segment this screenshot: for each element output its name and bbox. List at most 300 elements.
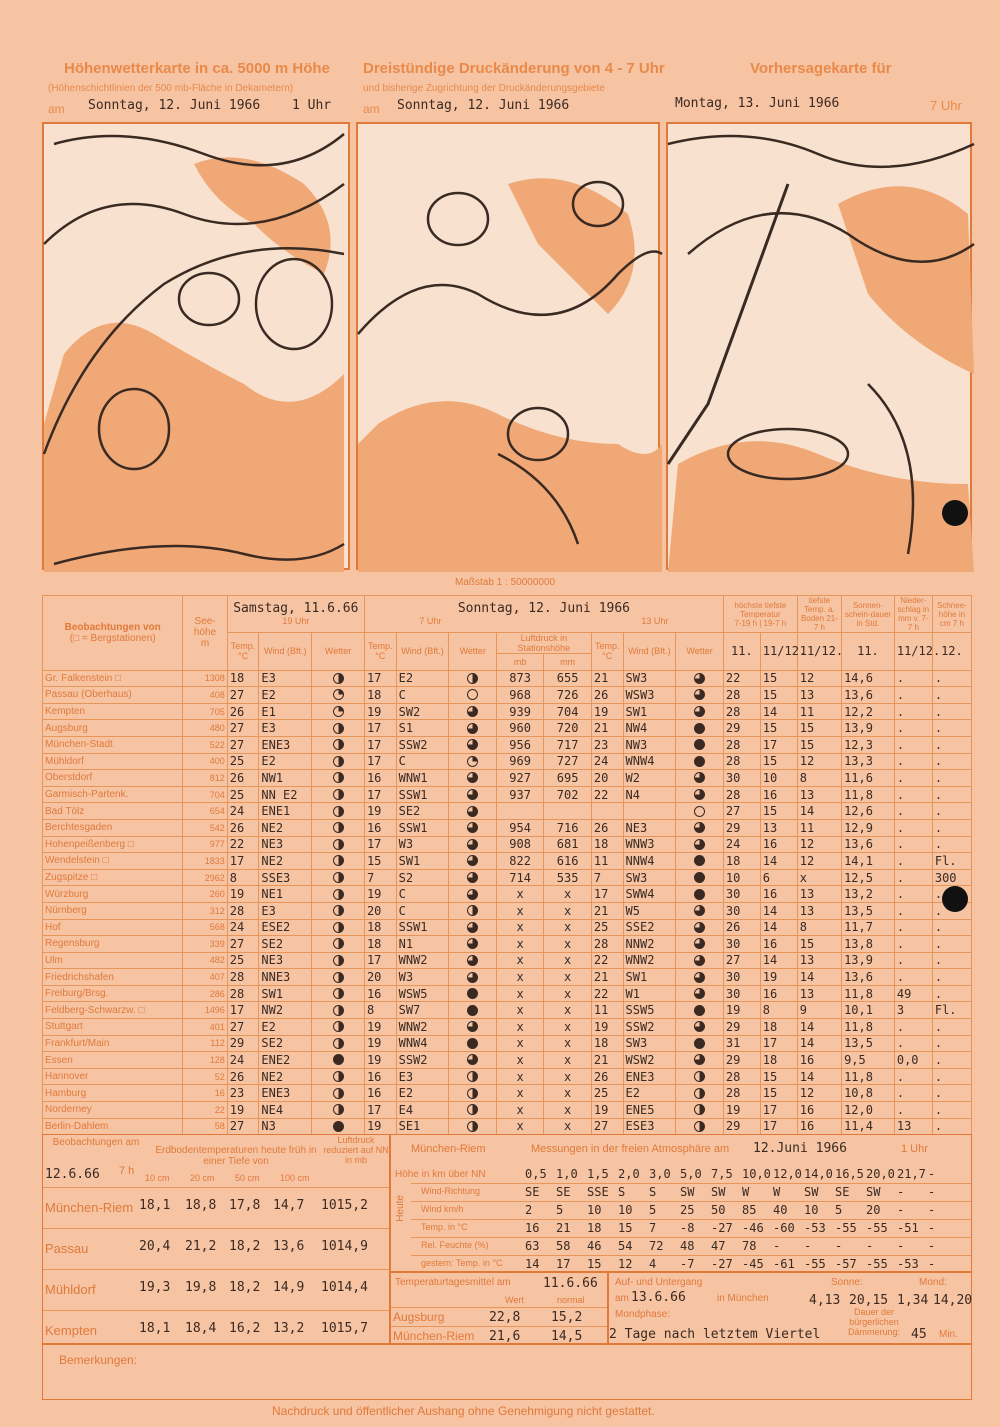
- weather-cell: [312, 969, 365, 986]
- weather-symbol-icon: [333, 988, 344, 999]
- max-value: 30: [723, 985, 760, 1002]
- temp-value: 19: [591, 1019, 623, 1036]
- weather-cell: [676, 770, 724, 787]
- aero-value: -57: [835, 1257, 857, 1271]
- weather-symbol-icon: [694, 855, 705, 866]
- wind-value: SW1: [396, 853, 449, 870]
- station-height: 128: [183, 1052, 227, 1069]
- weather-symbol-icon: [333, 789, 344, 800]
- aero-row: [411, 1237, 971, 1255]
- wind-value: E2: [396, 1085, 449, 1102]
- temp-value: 21: [591, 902, 623, 919]
- schnee-value: .: [932, 753, 971, 770]
- temp-value: 19: [364, 1118, 396, 1135]
- soil-d100-value: 13,6: [273, 1239, 305, 1254]
- station-height: 705: [183, 703, 227, 720]
- aero-height-value: 16,5: [835, 1167, 864, 1181]
- aero-value: -55: [835, 1221, 857, 1235]
- max-value: 28: [723, 1085, 760, 1102]
- sonne-value: 12,3: [842, 736, 895, 753]
- h-mm: mm: [544, 654, 592, 671]
- aero-row: [411, 1255, 971, 1273]
- schnee-value: .: [932, 1085, 971, 1102]
- temp-value: 11: [591, 1002, 623, 1019]
- boden-value: 13: [797, 902, 841, 919]
- station-name: Berlin-Dahlem: [43, 1118, 183, 1135]
- soil-d50-value: 18,2: [229, 1280, 261, 1295]
- aero-value: 5: [835, 1203, 843, 1217]
- station-name: Stuttgart: [43, 1019, 183, 1036]
- weather-cell: [312, 1102, 365, 1119]
- weather-cell: [676, 720, 724, 737]
- wind-value: NE1: [259, 886, 312, 903]
- obs-row: [43, 687, 972, 704]
- obs-row: [43, 1052, 972, 1069]
- map3-date: Montag, 13. Juni 1966: [675, 96, 840, 111]
- station-name: Ulm: [43, 952, 183, 969]
- temp-value: 19: [364, 803, 396, 820]
- aero-height-value: 1,0: [556, 1167, 578, 1181]
- weather-cell: [449, 886, 497, 903]
- boden-value: 15: [797, 720, 841, 737]
- soil-date: 12.6.66: [45, 1167, 100, 1182]
- boden-value: 12: [797, 670, 841, 687]
- wind-value: NE3: [623, 819, 676, 836]
- nieder-value: .: [894, 919, 932, 936]
- wind-value: ENE2: [259, 1052, 312, 1069]
- soil-p-value: 1014,4: [321, 1280, 368, 1295]
- weather-cell: [676, 803, 724, 820]
- h-d-min: 11/12.: [760, 633, 797, 671]
- temp-value: 19: [364, 1035, 396, 1052]
- temp-value: 16: [364, 770, 396, 787]
- boden-value: 8: [797, 919, 841, 936]
- schnee-value: .: [932, 1118, 971, 1135]
- weather-cell: [312, 786, 365, 803]
- aero-value: 47: [711, 1239, 726, 1253]
- sun-h-mond: Mond:: [919, 1277, 947, 1288]
- temp-value: 26: [591, 819, 623, 836]
- sonne-value: 12,0: [842, 1102, 895, 1119]
- weather-cell: [312, 753, 365, 770]
- temp-value: 18: [364, 687, 396, 704]
- aero-value: S: [618, 1185, 626, 1199]
- schnee-value: .: [932, 1019, 971, 1036]
- nieder-value: 0,0: [894, 1052, 932, 1069]
- temp-value: 21: [591, 969, 623, 986]
- temp-value: 17: [227, 853, 259, 870]
- weather-cell: [449, 687, 497, 704]
- weather-cell: [312, 919, 365, 936]
- min-value: 19: [760, 969, 797, 986]
- wind-value: SE2: [259, 936, 312, 953]
- mm-value: 695: [544, 770, 592, 787]
- weather-cell: [676, 736, 724, 753]
- aero-value: -: [866, 1239, 874, 1253]
- aero-row-label: Wind-Richtung: [421, 1186, 481, 1196]
- h-wind1: Wind (Bft.): [259, 633, 312, 671]
- moon-rise: 1,34: [897, 1293, 929, 1308]
- weather-symbol-icon: [467, 1038, 478, 1049]
- temp-value: 19: [591, 703, 623, 720]
- weather-cell: [676, 1068, 724, 1085]
- wind-value: SSE3: [259, 869, 312, 886]
- pressure-change-map: [356, 122, 660, 570]
- weather-symbol-icon: [467, 938, 478, 949]
- sonne-value: 11,8: [842, 786, 895, 803]
- nieder-value: .: [894, 703, 932, 720]
- aero-value: 10: [587, 1203, 602, 1217]
- schnee-value: .: [932, 952, 971, 969]
- temp-value: 20: [364, 902, 396, 919]
- max-value: 19: [723, 1102, 760, 1119]
- nieder-value: .: [894, 1085, 932, 1102]
- weather-cell: [449, 1052, 497, 1069]
- temp-value: 17: [364, 753, 396, 770]
- soil-d10-value: 18,1: [139, 1198, 171, 1213]
- aero-row-label: Rel. Feuchte (%): [421, 1240, 489, 1250]
- min-value: 13: [760, 819, 797, 836]
- weather-symbol-icon: [694, 988, 705, 999]
- weather-cell: [312, 736, 365, 753]
- h-sonne: Sonnen-schein-dauer in Std.: [842, 596, 895, 633]
- mb-value: x: [496, 1068, 544, 1085]
- soil-temperature-box: [42, 1134, 390, 1344]
- temp-value: 27: [227, 720, 259, 737]
- station-height: 408: [183, 687, 227, 704]
- max-value: 28: [723, 753, 760, 770]
- wind-value: N3: [259, 1118, 312, 1135]
- aero-height-value: 14,0: [804, 1167, 833, 1181]
- mb-value: 954: [496, 819, 544, 836]
- tmean-title: Temperaturtagesmittel am: [395, 1277, 511, 1288]
- min-value: 17: [760, 1102, 797, 1119]
- nieder-value: .: [894, 1068, 932, 1085]
- weather-cell: [312, 720, 365, 737]
- temp-value: 17: [364, 720, 396, 737]
- weather-symbol-icon: [333, 689, 344, 700]
- sun-h-sonne: Sonne:: [831, 1277, 863, 1288]
- boden-value: 12: [797, 1085, 841, 1102]
- wind-value: C: [396, 687, 449, 704]
- obs-row: [43, 1002, 972, 1019]
- soil-d10-value: 19,3: [139, 1280, 171, 1295]
- temp-value: 17: [591, 886, 623, 903]
- aero-value: 50: [711, 1203, 726, 1217]
- aero-value: -: [928, 1185, 936, 1199]
- weather-symbol-icon: [467, 1104, 478, 1115]
- sun-h-phase: Mondphase:: [615, 1309, 671, 1320]
- min-value: 16: [760, 786, 797, 803]
- schnee-value: .: [932, 1068, 971, 1085]
- weather-cell: [312, 803, 365, 820]
- wind-value: NE2: [259, 819, 312, 836]
- weather-cell: [676, 687, 724, 704]
- map1-title: Höhenwetterkarte in ca. 5000 m Höhe: [64, 60, 330, 77]
- aero-height-value: 21,7: [897, 1167, 926, 1181]
- tmean-normal: 15,2: [551, 1310, 583, 1325]
- h-temp1: Temp. °C: [227, 633, 259, 671]
- station-height: 22: [183, 1102, 227, 1119]
- weather-symbol-icon: [694, 1071, 705, 1082]
- station-height: 542: [183, 819, 227, 836]
- weather-symbol-icon: [467, 1054, 478, 1065]
- wind-value: S2: [396, 869, 449, 886]
- sun-title: Auf- und Untergang: [615, 1277, 703, 1288]
- aero-row-label: Temp. in °C: [421, 1222, 468, 1232]
- weather-cell: [676, 819, 724, 836]
- wind-value: E4: [396, 1102, 449, 1119]
- schnee-value: .: [932, 687, 971, 704]
- temp-value: 19: [364, 1052, 396, 1069]
- h-luftdruck: Luftdruck in Stationshöhe: [496, 633, 591, 654]
- aero-value: 48: [680, 1239, 695, 1253]
- min-value: 14: [760, 902, 797, 919]
- wind-value: NNW2: [623, 936, 676, 953]
- aero-value: -51: [897, 1221, 919, 1235]
- temp-value: 8: [227, 869, 259, 886]
- h-temp3: Temp. °C: [591, 633, 623, 671]
- tmean-rows: [391, 1307, 607, 1345]
- mm-value: x: [544, 886, 592, 903]
- boden-value: 13: [797, 687, 841, 704]
- station-height: 407: [183, 969, 227, 986]
- forecast-map: [666, 122, 972, 570]
- weather-cell: [312, 886, 365, 903]
- mb-value: x: [496, 985, 544, 1002]
- schnee-value: .: [932, 1052, 971, 1069]
- wind-value: NW1: [259, 770, 312, 787]
- nieder-value: .: [894, 853, 932, 870]
- soil-d20-value: 19,8: [185, 1280, 217, 1295]
- mm-value: x: [544, 1019, 592, 1036]
- wind-value: ENE3: [623, 1068, 676, 1085]
- aero-value: SE: [525, 1185, 540, 1199]
- boden-value: 12: [797, 853, 841, 870]
- weather-cell: [312, 853, 365, 870]
- sonne-value: 13,5: [842, 1035, 895, 1052]
- min-value: 8: [760, 1002, 797, 1019]
- aero-value: -: [928, 1257, 936, 1271]
- wind-value: S1: [396, 720, 449, 737]
- aero-value: -46: [742, 1221, 764, 1235]
- min-value: 17: [760, 1035, 797, 1052]
- temp-value: 17: [364, 670, 396, 687]
- soil-p-value: 1015,2: [321, 1198, 368, 1213]
- weather-cell: [676, 985, 724, 1002]
- temp-value: 7: [591, 869, 623, 886]
- mb-value: x: [496, 1102, 544, 1119]
- weather-symbol-icon: [694, 955, 705, 966]
- map1-am: am: [48, 102, 65, 116]
- temp-value: 27: [591, 1118, 623, 1135]
- aero-value: 5: [649, 1203, 657, 1217]
- aero-value: -53: [804, 1221, 826, 1235]
- nieder-value: .: [894, 869, 932, 886]
- wind-value: SE2: [396, 803, 449, 820]
- sonne-value: 13,5: [842, 902, 895, 919]
- max-value: 29: [723, 819, 760, 836]
- obs-row: [43, 869, 972, 886]
- h-temp2: Temp. °C: [364, 633, 396, 671]
- aero-value: -53: [897, 1257, 919, 1271]
- aero-station: München-Riem: [411, 1143, 486, 1155]
- temp-value: 18: [591, 1035, 623, 1052]
- obs-row: [43, 1102, 972, 1119]
- mm-value: 726: [544, 687, 592, 704]
- obs-row: [43, 770, 972, 787]
- h-wetter2: Wetter: [449, 633, 497, 671]
- weather-cell: [676, 869, 724, 886]
- soil-d10-value: 20,4: [139, 1239, 171, 1254]
- mm-value: 702: [544, 786, 592, 803]
- temp-value: 17: [364, 736, 396, 753]
- mb-value: x: [496, 1002, 544, 1019]
- sonne-value: 13,9: [842, 952, 895, 969]
- station-height: 286: [183, 985, 227, 1002]
- weather-cell: [449, 803, 497, 820]
- weather-symbol-icon: [467, 972, 478, 983]
- wind-value: WNW4: [396, 1035, 449, 1052]
- temp-value: 17: [364, 836, 396, 853]
- weather-cell: [449, 1019, 497, 1036]
- weather-symbol-icon: [694, 938, 705, 949]
- station-name: Nürnberg: [43, 902, 183, 919]
- weather-symbol-icon: [333, 872, 344, 883]
- nieder-value: .: [894, 952, 932, 969]
- nieder-value: .: [894, 969, 932, 986]
- map1-time: 1 Uhr: [292, 98, 332, 113]
- obs-row: [43, 803, 972, 820]
- aero-value: SE: [835, 1185, 850, 1199]
- station-height: 654: [183, 803, 227, 820]
- weather-cell: [449, 770, 497, 787]
- min-value: 14: [760, 853, 797, 870]
- wind-value: NW4: [623, 720, 676, 737]
- obs-row: [43, 886, 972, 903]
- aero-value: SSE: [587, 1185, 609, 1199]
- mb-value: x: [496, 886, 544, 903]
- h-d-sonne: 11.: [842, 633, 895, 671]
- weather-symbol-icon: [467, 889, 478, 900]
- aero-value: -8: [680, 1221, 695, 1235]
- boden-value: 14: [797, 1035, 841, 1052]
- wind-value: SW3: [623, 869, 676, 886]
- aero-row: [411, 1183, 971, 1201]
- aero-value: SE: [556, 1185, 571, 1199]
- aero-heute: Heute: [395, 1195, 406, 1222]
- weather-symbol-icon: [333, 822, 344, 833]
- sonne-value: 14,6: [842, 670, 895, 687]
- wind-value: SSW2: [623, 1019, 676, 1036]
- mm-value: x: [544, 1035, 592, 1052]
- temp-value: 16: [364, 819, 396, 836]
- weather-cell: [449, 1085, 497, 1102]
- obs-row: [43, 786, 972, 803]
- min-value: 16: [760, 985, 797, 1002]
- boden-value: 14: [797, 969, 841, 986]
- temp-value: 27: [227, 936, 259, 953]
- h-height: See-höhe: [193, 616, 217, 639]
- tmean-h-wert: Wert: [505, 1295, 524, 1305]
- station-name: Zugspitze □: [43, 869, 183, 886]
- max-value: 30: [723, 936, 760, 953]
- weather-cell: [449, 919, 497, 936]
- weather-cell: [676, 1035, 724, 1052]
- mm-value: x: [544, 1002, 592, 1019]
- max-value: 30: [723, 886, 760, 903]
- sun-date: 13.6.66: [631, 1290, 686, 1305]
- wind-value: NE2: [259, 853, 312, 870]
- weather-symbol-icon: [333, 1071, 344, 1082]
- weather-symbol-icon: [333, 1021, 344, 1032]
- mb-value: 908: [496, 836, 544, 853]
- temp-value: 16: [364, 1085, 396, 1102]
- weather-cell: [449, 1068, 497, 1085]
- nieder-value: .: [894, 786, 932, 803]
- weather-symbol-icon: [467, 723, 478, 734]
- nieder-value: .: [894, 1019, 932, 1036]
- soil-d100-value: 14,9: [273, 1280, 305, 1295]
- min-value: 16: [760, 936, 797, 953]
- mm-value: 717: [544, 736, 592, 753]
- h-wind3: Wind (Bft.): [623, 633, 676, 671]
- mb-value: x: [496, 919, 544, 936]
- station-name: Freiburg/Brsg.: [43, 985, 183, 1002]
- weather-symbol-icon: [694, 1088, 705, 1099]
- mm-value: x: [544, 919, 592, 936]
- schnee-value: 300: [932, 869, 971, 886]
- nieder-value: .: [894, 1035, 932, 1052]
- soil-row: [43, 1187, 389, 1228]
- weather-cell: [449, 902, 497, 919]
- weather-symbol-icon: [333, 1038, 344, 1049]
- weather-symbol-icon: [694, 889, 705, 900]
- temp-value: 25: [227, 786, 259, 803]
- temp-value: 25: [591, 1085, 623, 1102]
- aero-value: -: [928, 1221, 936, 1235]
- nieder-value: .: [894, 936, 932, 953]
- weather-symbol-icon: [467, 1088, 478, 1099]
- aero-time: 1 Uhr: [901, 1143, 928, 1155]
- wind-value: E2: [259, 1019, 312, 1036]
- h-wetter1: Wetter: [312, 633, 365, 671]
- temp-value: 8: [364, 1002, 396, 1019]
- max-value: 29: [723, 1052, 760, 1069]
- wind-value: E3: [259, 902, 312, 919]
- h-d-schnee: 12.: [932, 633, 971, 671]
- weather-cell: [312, 1019, 365, 1036]
- weather-symbol-icon: [467, 955, 478, 966]
- temp-value: 27: [227, 736, 259, 753]
- aero-value: -: [897, 1239, 905, 1253]
- temp-value: 17: [364, 786, 396, 803]
- weather-symbol-icon: [333, 972, 344, 983]
- wind-value: SW2: [396, 703, 449, 720]
- h-d-boden: 11/12.: [797, 633, 841, 671]
- obs-row: [43, 1118, 972, 1135]
- boden-value: 15: [797, 736, 841, 753]
- aero-height-value: 0,5: [525, 1167, 547, 1181]
- nieder-value: .: [894, 886, 932, 903]
- wind-value: WNW4: [623, 753, 676, 770]
- weather-symbol-icon: [694, 806, 705, 817]
- station-height: 1308: [183, 670, 227, 687]
- map2-subtitle: und bisherige Zugrichtung der Druckänderungsgebiete: [363, 83, 605, 94]
- aero-value: -61: [773, 1257, 795, 1271]
- aero-value: -27: [711, 1257, 733, 1271]
- weather-cell: [312, 703, 365, 720]
